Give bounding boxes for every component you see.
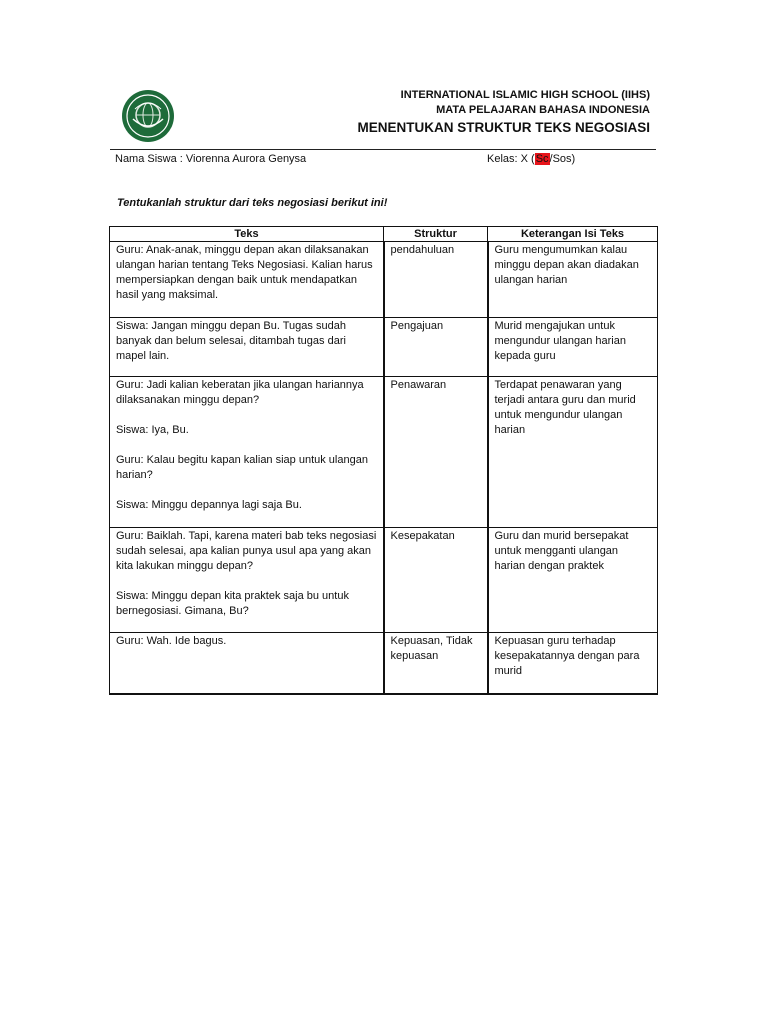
keterangan-cell: Guru mengumumkan kalau minggu depan akan diadakan ulangan harian [488, 242, 658, 318]
header-struktur: Struktur [384, 227, 488, 242]
dialogue-line: Guru: Anak-anak, minggu depan akan dilaksanakan ulangan harian tentang Teks Negosiasi. Kalian harus mempersiapkan dengan baik untuk mendapatkan hasil yang maksimal. [116, 244, 373, 301]
keterangan-cell: Kepuasan guru terhadap kesepakatannya dengan para murid [488, 633, 658, 694]
header-keterangan: Keterangan Isi Teks [488, 227, 658, 242]
dialogue-line: Guru: Kalau begitu kapan kalian siap untuk ulangan harian? [116, 454, 368, 481]
dialogue-line: Guru: Wah. Ide bagus. [116, 635, 227, 647]
school-name: INTERNATIONAL ISLAMIC HIGH SCHOOL (IIHS) [400, 89, 650, 101]
subject-name: MATA PELAJARAN BAHASA INDONESIA [436, 104, 650, 116]
dialogue-line: Siswa: Minggu depannya lagi saja Bu. [116, 499, 302, 511]
struktur-cell: Kesepakatan [384, 528, 488, 633]
teks-cell [110, 633, 384, 694]
teks-cell [110, 242, 384, 318]
keterangan-cell: Murid mengajukan untuk mengundur ulangan harian kepada guru [488, 318, 658, 377]
table-row [110, 242, 658, 318]
instruction-text: Tentukanlah struktur dari teks negosiasi berikut ini! [117, 197, 388, 209]
school-header [357, 88, 650, 137]
table-header-row [110, 227, 658, 242]
class-suffix: /Sos) [549, 153, 576, 165]
teks-cell [110, 528, 384, 633]
teks-cell [110, 318, 384, 377]
header-divider [110, 149, 656, 150]
dialogue-line: Guru: Jadi kalian keberatan jika ulangan hariannya dilaksanakan minggu depan? [116, 379, 364, 406]
keterangan-cell: Terdapat penawaran yang terjadi antara guru dan murid untuk mengundur ulangan harian [488, 377, 658, 528]
dialogue-line: Siswa: Jangan minggu depan Bu. Tugas sudah banyak dan belum selesai, ditambah tugas dari mapel lain. [116, 320, 346, 362]
header-teks: Teks [110, 227, 384, 242]
dialogue-line: Siswa: Iya, Bu. [116, 424, 189, 436]
keterangan-cell: Guru dan murid bersepakat untuk mengganti ulangan harian dengan praktek [488, 528, 658, 633]
struktur-cell: Penawaran [384, 377, 488, 528]
struktur-cell: Pengajuan [384, 318, 488, 377]
table-row [110, 633, 658, 694]
table-row [110, 377, 658, 528]
class-selected-highlight: Sc [535, 153, 549, 165]
student-name: Nama Siswa : Viorenna Aurora Genysa [115, 153, 307, 165]
struktur-cell: pendahuluan [384, 242, 488, 318]
negotiation-structure-table [109, 226, 658, 695]
student-class [487, 152, 575, 166]
teks-cell [110, 377, 384, 528]
document-title: MENENTUKAN STRUKTUR TEKS NEGOSIASI [357, 120, 650, 135]
struktur-cell: Kepuasan, Tidak kepuasan [384, 633, 488, 694]
table-row [110, 318, 658, 377]
table-row [110, 528, 658, 633]
dialogue-line: Guru: Baiklah. Tapi, karena materi bab teks negosiasi sudah selesai, apa kalian punya usul apa yang akan kita lakukan minggu depan? [116, 530, 377, 572]
school-logo-icon [121, 89, 175, 143]
dialogue-line: Siswa: Minggu depan kita praktek saja bu untuk bernegosiasi. Gimana, Bu? [116, 590, 349, 617]
class-prefix: Kelas: X ( [487, 153, 535, 165]
